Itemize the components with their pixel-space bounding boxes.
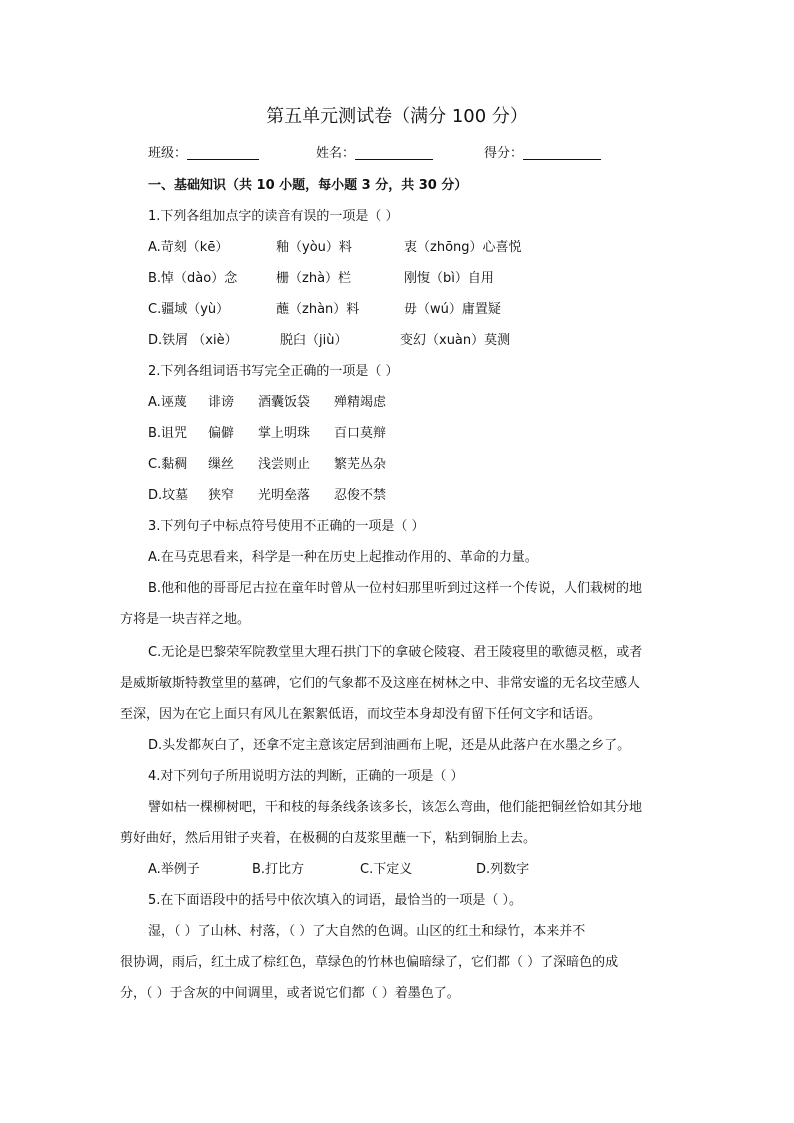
q3-option-a: A.在马克思看来，科学是一种在历史上起推动作用的、革命的力量。: [148, 550, 538, 565]
question-5-stem: 5.在下面语段中的括号中依次填入的词语，最恰当的一项是（ ）。: [148, 893, 523, 908]
option-part: D.坟墓: [148, 488, 189, 503]
option-part: 百口莫辩: [334, 426, 387, 441]
q3-option-c-line1: C.无论是巴黎荣军院教堂里大理石拱门下的拿破仑陵寝、君王陵寝里的歌德灵柩，或者: [148, 645, 643, 660]
question-4-stem: 4.对下列句子所用说明方法的判断，正确的一项是（ ）: [148, 769, 464, 784]
class-blank[interactable]: [187, 145, 259, 160]
q3-option-b-line2: 方将是一块吉祥之地。: [120, 612, 251, 627]
option-part: 浅尝则止: [258, 457, 311, 472]
option-part: 毋（wú）庸置疑: [404, 302, 501, 317]
q5-passage-line1: 湿，（ ）了山林、村落，（ ）了大自然的色调。山区的红土和绿竹，本来并不: [148, 924, 586, 939]
class-field: [148, 144, 259, 164]
page-title: 第五单元测试卷（满分 100 分）: [266, 106, 528, 127]
option-part: 缫丝: [208, 457, 235, 472]
score-label: 得分：: [484, 146, 524, 161]
option-part: 衷（zhōng）心喜悦: [404, 240, 522, 255]
option-part: 掌上明珠: [258, 426, 311, 441]
option-part: B.诅咒: [148, 426, 188, 441]
option-part: 脱臼（jiù）: [280, 333, 348, 348]
option-part: 忍俊不禁: [334, 488, 387, 503]
option-part: 酒囊饭袋: [258, 395, 311, 410]
option-part: 殚精竭虑: [334, 395, 387, 410]
question-1-stem: 1.下列各组加点字的读音有误的一项是（ ）: [148, 209, 399, 224]
option-part: 变幻（xuàn）莫测: [400, 333, 511, 348]
option-part: 栅（zhà）栏: [276, 271, 352, 286]
name-field: [316, 144, 433, 164]
option-part: C.疆域（yù）: [148, 302, 230, 317]
q3-option-b-line1: B.他和他的哥哥尼古拉在童年时曾从一位村妇那里听到过这样一个传说，人们栽树的地: [148, 581, 643, 596]
option-part: A.苛刻（kē）: [148, 240, 229, 255]
option-part: B.悼（dào）念: [148, 271, 238, 286]
name-label: 姓名：: [316, 146, 356, 161]
option-part: A.举例子: [148, 862, 200, 877]
option-part: C.黏稠: [148, 457, 188, 472]
class-label: 班级：: [148, 146, 188, 161]
option-part: 蘸（zhàn）料: [276, 302, 360, 317]
section-heading: 一、基础知识（共 10 小题，每小题 3 分，共 30 分）: [148, 178, 468, 193]
option-part: 诽谤: [208, 395, 235, 410]
score-field: [484, 144, 601, 164]
option-part: 光明垒落: [258, 488, 311, 503]
option-part: 刚愎（bì）自用: [404, 271, 494, 286]
option-part: 釉（yòu）料: [276, 240, 352, 255]
q4-passage-line1: 譬如枯一棵柳树吧，干和枝的每条线条该多长，该怎么弯曲，他们能把铜丝恰如其分地: [148, 800, 643, 815]
option-part: D.铁屑 （xiè）: [148, 333, 238, 348]
q3-option-c-line2: 是威斯敏斯特教堂里的墓碑，它们的气象都不及这座在树林之中、非常安谧的无名坟茔感人: [120, 676, 641, 691]
option-part: D.列数字: [476, 862, 530, 877]
option-part: 偏僻: [208, 426, 235, 441]
option-part: B.打比方: [252, 862, 305, 877]
score-blank[interactable]: [523, 145, 601, 160]
option-part: 繁芜丛杂: [334, 457, 387, 472]
q3-option-c-line3: 至深，因为在它上面只有风儿在絮絮低语，而坟茔本身却没有留下任何文字和话语。: [120, 707, 602, 722]
q5-passage-line2: 很协调，雨后，红土成了棕红色，草绿色的竹林也偏暗绿了，它们都（ ）了深暗色的成: [120, 955, 619, 970]
q5-passage-line3: 分，（ ）于含灰的中间调里，或者说它们都（ ）着墨色了。: [120, 986, 460, 1001]
option-part: 狭窄: [208, 488, 235, 503]
name-blank[interactable]: [355, 145, 433, 160]
q3-option-d: D.头发都灰白了，还拿不定主意该定居到油画布上呢，还是从此落户在水墨之乡了。: [148, 738, 631, 753]
q4-passage-line2: 剪好曲好，然后用钳子夹着，在极稠的白芨浆里蘸一下，粘到铜胎上去。: [120, 831, 537, 846]
option-part: A.诬蔑: [148, 395, 187, 410]
option-part: C.下定义: [360, 862, 413, 877]
question-3-stem: 3.下列句子中标点符号使用不正确的一项是（ ）: [148, 519, 425, 534]
question-2-stem: 2.下列各组词语书写完全正确的一项是（ ）: [148, 364, 399, 379]
